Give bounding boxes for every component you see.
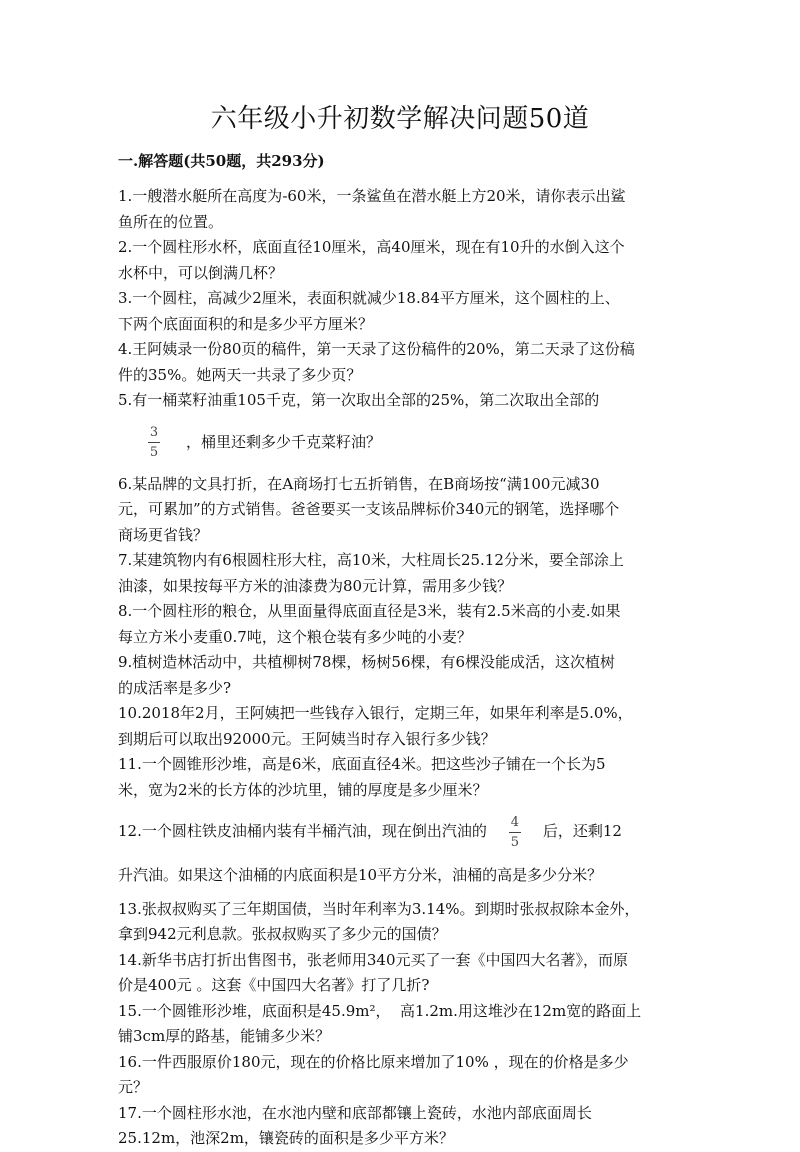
question-3: 3.一个圆柱，高减少2厘米，表面积就减少18.84平方厘米，这个圆柱的上、 下两个底面面积的和是多少平方厘米？ (118, 289, 620, 333)
question-12-part-b: 后，还剩12 (542, 822, 622, 841)
fraction-numerator: 3 (149, 425, 159, 440)
fraction-numerator: 4 (510, 814, 519, 830)
question-5-part-b: ，桶里还剩多少千克菜籽油？ (186, 432, 382, 451)
question-4: 4.王阿姨录一份80页的稿件，第一天录了这份稿件的20%，第二天录了这份稿 件的35%。她两天一共录了多少页？ (118, 340, 635, 384)
fraction-three-fifths (148, 425, 160, 460)
fraction-four-fifths (509, 815, 521, 850)
question-5-fraction-line (118, 414, 688, 472)
question-8: 8.一个圆柱形的粮仓，从里面量得底面直径是3米，装有2.5米高的小麦.如果 每立方米小麦重0.7吨，这个粮仓装有多少吨的小麦？ (118, 602, 621, 646)
fraction-denominator: 5 (510, 834, 519, 850)
fraction-bar (509, 832, 521, 833)
question-1: 1.一艘潜水艇所在高度为-60米，一条鲨鱼在潜水艇上方20米，请你表示出鲨 鱼所在的位置。 (118, 187, 626, 231)
question-11: 11.一个圆锥形沙堆，高是6米，底面直径4米。把这些沙子铺在一个长为5 米，宽为2米的长方体的沙坑里，铺的厚度是多少厘米？ (118, 755, 606, 799)
question-12-part-a: 12.一个圆柱铁皮油桶内装有半桶汽油，现在倒出汽油的 (118, 822, 487, 841)
question-9: 9.植树造林活动中，共植柳树78棵，杨树56棵，有6棵没能成活，这次植树 的成活率是多少? (118, 653, 616, 697)
question-6: 6.某品牌的文具打折，在A商场打七五折销售，在B商场按“满100元减30 元，可累加”的方式销售。爸爸要买一支该品牌标价340元的钢笔，选择哪个 商场更省钱？ (118, 474, 620, 544)
question-10: 10.2018年2月，王阿姨把一些钱存入银行，定期三年，如果年利率是5.0%， 到期后可以取出92000元。王阿姨当时存入银行多少钱？ (118, 704, 633, 748)
question-5-part-a: 5.有一桶菜籽油重105千克，第一次取出全部的25%，第二次取出全部的 (118, 391, 600, 409)
questions-list (118, 184, 688, 1152)
fraction-bar (148, 442, 160, 443)
page-title: 六年级小升初数学解决问题50道 (210, 104, 590, 134)
question-17: 17.一个圆柱形水池，在水池内壁和底部都镶上瓷砖，水池内部底面周长 25.12m，池深2m，镶瓷砖的面积是多少平方米？ (118, 1103, 592, 1147)
question-13: 13.张叔叔购买了三年期国债，当时年利率为3.14%。到期时张叔叔除本金外， 拿到942元利息款。张叔叔购买了多少元的国债？ (118, 899, 640, 943)
question-2: 2.一个圆柱形水杯，底面直径10厘米，高40厘米，现在有10升的水倒入这个 水杯中，可以倒满几杯？ (118, 238, 625, 282)
section-heading: 一.解答题(共50题，共293分) (118, 152, 325, 170)
question-7: 7.某建筑物内有6根圆柱形大柱，高10米，大柱周长25.12分米，要全部涂上 油漆，如果按每平方米的油漆费为80元计算，需用多少钱？ (118, 551, 624, 595)
question-14: 14.新华书店打折出售图书，张老师用340元买了一套《中国四大名著》，而原 价是400元 。这套《中国四大名著》打了几折? (118, 950, 628, 994)
question-15: 15.一个圆锥形沙堆，底面积是45.9m²， 高1.2m.用这堆沙在12m宽的路面上 铺3cm厚的路基，能铺多少米？ (118, 1001, 642, 1045)
fraction-denominator: 5 (149, 445, 159, 460)
question-12-fraction-line (118, 803, 688, 861)
question-12-part-c: 升汽油。如果这个油桶的内底面积是10平方分米，油桶的高是多少分米？ (118, 866, 603, 884)
question-16: 16.一件西服原价180元，现在的价格比原来增加了10% ，现在的价格是多少 元？ (118, 1052, 629, 1096)
